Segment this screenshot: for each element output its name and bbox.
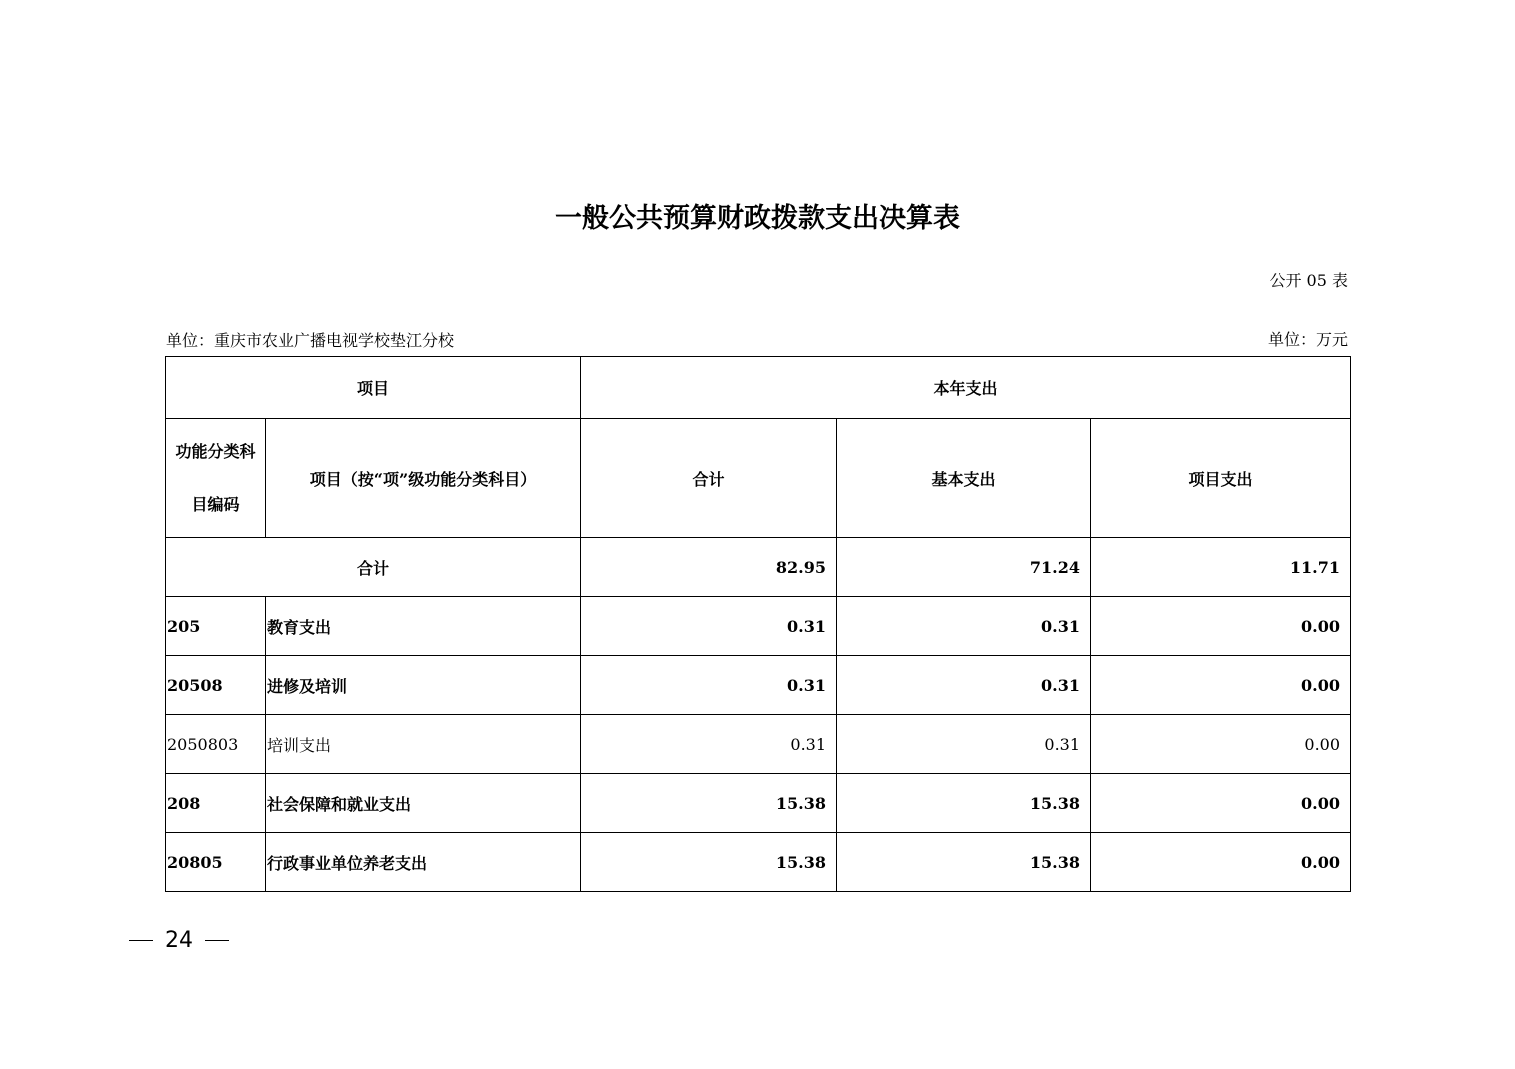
header-code-line1: 功能分类科 (175, 442, 256, 461)
row-code: 2050803 (166, 715, 266, 774)
row-basic: 0.31 (837, 715, 1091, 774)
header-project: 项目 (166, 357, 581, 419)
row-code: 205 (166, 597, 266, 656)
row-basic: 15.38 (837, 774, 1091, 833)
header-code (166, 419, 266, 538)
currency-unit: 单位：万元 (1267, 330, 1348, 349)
table-row (166, 715, 1351, 774)
table-row (166, 833, 1351, 892)
row-basic: 0.31 (837, 597, 1091, 656)
row-name: 社会保障和就业支出 (266, 774, 581, 833)
row-project: 0.00 (1091, 656, 1351, 715)
row-code: 20805 (166, 833, 266, 892)
table-row (166, 597, 1351, 656)
header-row-2 (166, 419, 1351, 538)
header-basic: 基本支出 (837, 419, 1091, 538)
row-name: 培训支出 (266, 715, 581, 774)
header-row-1 (166, 357, 1351, 419)
row-name: 行政事业单位养老支出 (266, 833, 581, 892)
header-current-year: 本年支出 (581, 357, 1351, 419)
page-number (129, 928, 229, 953)
total-label: 合计 (166, 538, 581, 597)
row-basic: 0.31 (837, 656, 1091, 715)
page-dash-left (129, 940, 153, 941)
page-title: 一般公共预算财政拨款支出决算表 (555, 203, 960, 234)
row-total: 0.31 (581, 715, 837, 774)
total-row (166, 538, 1351, 597)
total-basic: 71.24 (837, 538, 1091, 597)
organization-unit: 单位：重庆市农业广播电视学校垫江分校 (166, 331, 455, 350)
table-row (166, 656, 1351, 715)
row-total: 0.31 (581, 597, 837, 656)
total-project: 11.71 (1091, 538, 1351, 597)
form-number: 公开 05 表 (1269, 271, 1348, 290)
total-total: 82.95 (581, 538, 837, 597)
page-dash-right (205, 940, 229, 941)
header-item: 项目（按“项”级功能分类科目） (266, 419, 581, 538)
row-total: 15.38 (581, 774, 837, 833)
row-name: 进修及培训 (266, 656, 581, 715)
expenditure-table (165, 356, 1351, 892)
row-code: 208 (166, 774, 266, 833)
header-total: 合计 (581, 419, 837, 538)
table-row (166, 774, 1351, 833)
header-project-expenditure: 项目支出 (1091, 419, 1351, 538)
row-project: 0.00 (1091, 774, 1351, 833)
row-project: 0.00 (1091, 597, 1351, 656)
row-project: 0.00 (1091, 715, 1351, 774)
row-code: 20508 (166, 656, 266, 715)
row-total: 0.31 (581, 656, 837, 715)
row-total: 15.38 (581, 833, 837, 892)
page-number-text: 24 (165, 928, 193, 953)
header-code-line2: 目编码 (191, 495, 240, 514)
row-project: 0.00 (1091, 833, 1351, 892)
row-name: 教育支出 (266, 597, 581, 656)
row-basic: 15.38 (837, 833, 1091, 892)
